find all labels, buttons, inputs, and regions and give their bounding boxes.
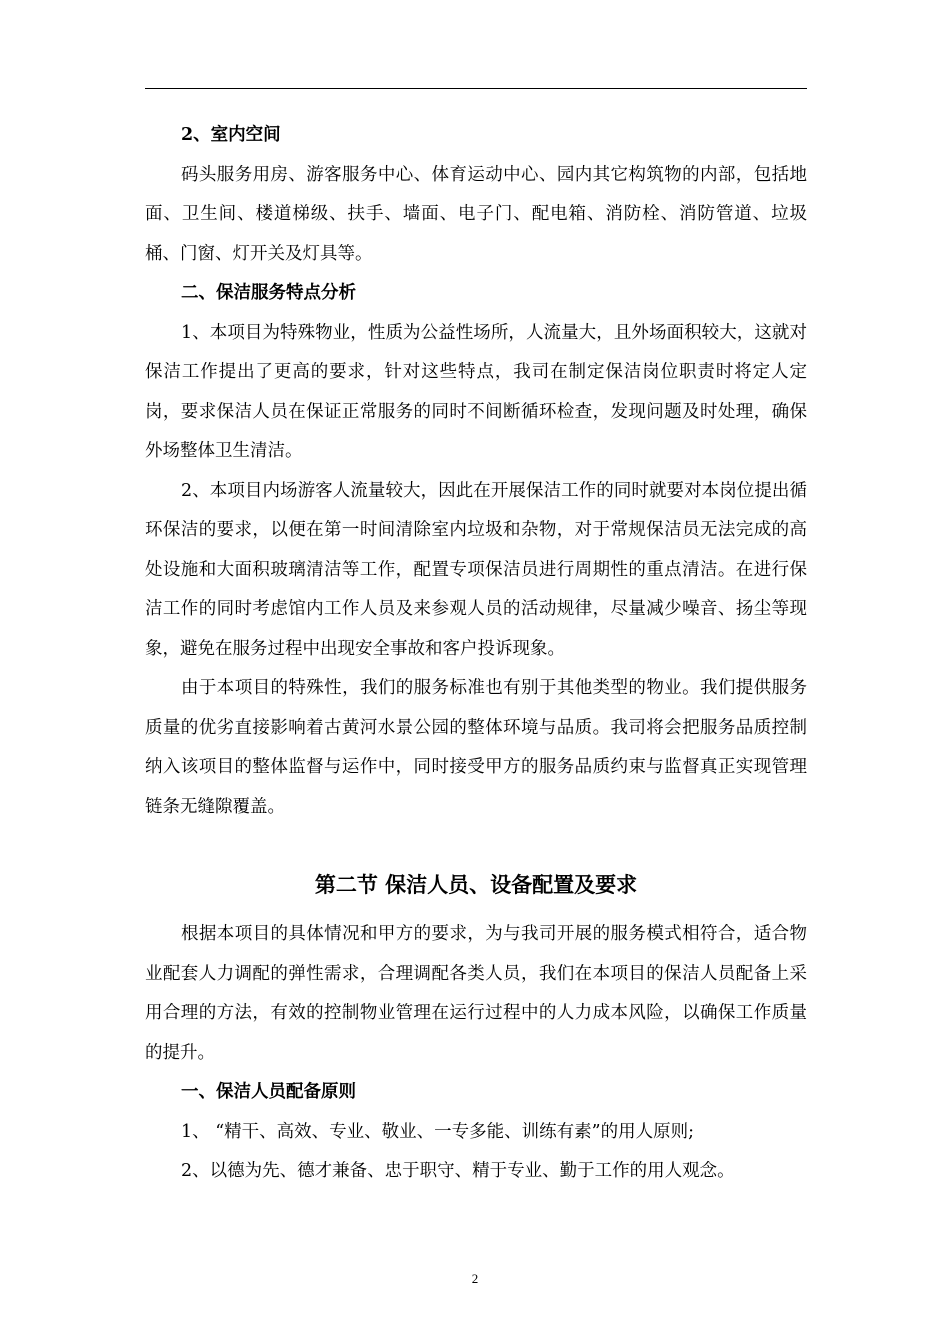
paragraph-staffing-intro: 根据本项目的具体情况和甲方的要求，为与我司开展的服务模式相符合，适合物业配套人力调配的弹性需求，合理调配各类人员，我们在本项目的保洁人员配备上采用合理的方法，有效的控制物业管理在运行过程中的人力成本风险，以确保工作质量的提升。 [145, 924, 807, 1063]
paragraph-analysis-3: 由于本项目的特殊性，我们的服务标准也有别于其他类型的物业。我们提供服务质量的优劣直接影响着古黄河水景公园的整体环境与品质。我司将会把服务品质控制纳入该项目的整体监督与运作中，同时接受甲方的服务品质约束与监督真正实现管理链条无缝隙覆盖。 [145, 678, 807, 817]
subheading-indoor-space: 2、室内空间 [181, 125, 281, 145]
section-title: 第二节 保洁人员、设备配置及要求 [314, 872, 638, 897]
subheading-cleaning-analysis: 二、保洁服务特点分析 [181, 283, 356, 303]
paragraph-analysis-1: 1、本项目为特殊物业，性质为公益性场所，人流量大，且外场面积较大，这就对保洁工作提出了更高的要求，针对这些特点，我司在制定保洁岗位职责时将定人定岗，要求保洁人员在保证正常服务的同时不间断循环检查，发现问题及时处理，确保外场整体卫生清洁。 [145, 322, 807, 461]
page-content [145, 116, 807, 1192]
subheading-staffing-principles: 一、保洁人员配备原则 [181, 1082, 356, 1102]
list-item-principle-2: 2、以德为先、德才兼备、忠于职守、精于专业、勤于工作的用人观念。 [181, 1161, 735, 1181]
page-number: 2 [471, 1271, 479, 1286]
paragraph-analysis-2: 2、本项目内场游客人流量较大，因此在开展保洁工作的同时就要对本岗位提出循环保洁的要求，以便在第一时间清除室内垃圾和杂物，对于常规保洁员无法完成的高处设施和大面积玻璃清洁等工作，配置专项保洁员进行周期性的重点清洁。在进行保洁工作的同时考虑馆内工作人员及来参观人员的活动规律，尽量减少噪音、扬尘等现象，避免在服务过程中出现安全事故和客户投诉现象。 [145, 480, 807, 659]
list-item-principle-1: 1、 “精干、高效、专业、敬业、一专多能、训练有素”的用人原则; [181, 1121, 694, 1142]
header-rule [145, 88, 807, 89]
paragraph-indoor-space: 码头服务用房、游客服务中心、体育运动中心、园内其它构筑物的内部，包括地面、卫生间、楼道梯级、扶手、墙面、电子门、配电箱、消防栓、消防管道、垃圾桶、门窗、灯开关及灯具等。 [145, 164, 807, 264]
